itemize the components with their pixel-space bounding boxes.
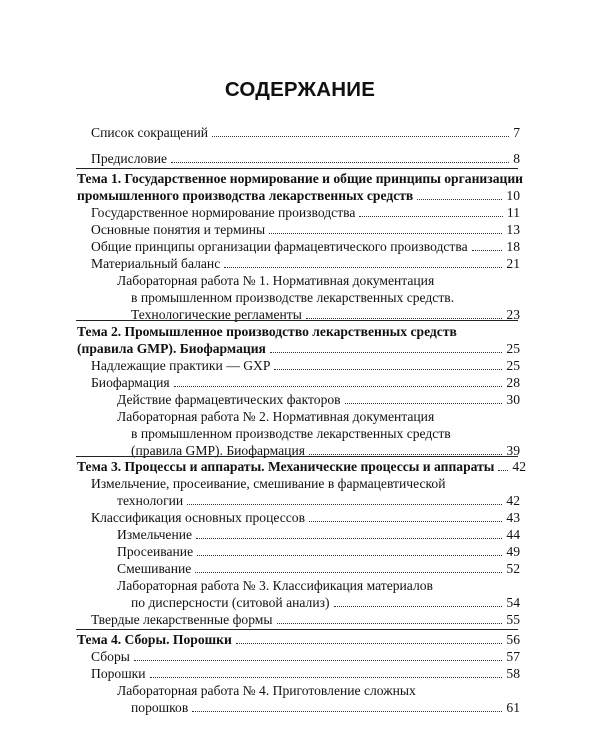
- toc-entry[interactable]: [91, 204, 520, 221]
- toc-page-number: 25: [506, 341, 520, 356]
- section-divider: [76, 629, 518, 630]
- toc-section-heading[interactable]: [77, 187, 520, 204]
- toc-entry-title: порошков: [131, 700, 189, 715]
- leader-dots: [309, 521, 502, 522]
- page-title: СОДЕРЖАНИЕ: [224, 78, 376, 101]
- toc-page-number: 7: [513, 125, 520, 140]
- section-divider: [76, 168, 518, 169]
- toc-page-number: 11: [506, 205, 520, 220]
- toc-page-number: 42: [512, 459, 526, 474]
- toc-entry-title: Измельчение: [117, 527, 193, 542]
- toc-entry[interactable]: [117, 492, 520, 509]
- toc-entry-title: Смешивание: [117, 561, 192, 576]
- leader-dots: [359, 216, 502, 217]
- toc-entry[interactable]: [117, 391, 520, 408]
- leader-dots: [345, 403, 503, 404]
- toc-page-number: 44: [506, 527, 520, 542]
- toc-page-number: 28: [506, 375, 520, 390]
- toc-entry[interactable]: [91, 611, 520, 628]
- leader-dots: [212, 136, 509, 137]
- toc-page-number: 10: [506, 188, 520, 203]
- leader-dots: [498, 470, 508, 471]
- toc-entry-line: Лабораторная работа № 3. Классификация материалов: [117, 578, 433, 593]
- leader-dots: [236, 643, 503, 644]
- toc-entry[interactable]: [91, 374, 520, 391]
- toc-entry-title: Порошки: [91, 666, 146, 681]
- leader-dots: [187, 504, 502, 505]
- toc-entry-line: в промышленном производстве лекарственных средств: [131, 426, 451, 441]
- leader-dots: [274, 369, 502, 370]
- toc-page-number: 13: [506, 222, 520, 237]
- toc-entry[interactable]: [91, 238, 520, 255]
- leader-dots: [270, 352, 503, 353]
- toc-entry-line: Лабораторная работа № 4. Приготовление сложных: [117, 683, 416, 698]
- leader-dots: [277, 623, 503, 624]
- toc-entry-title: Общие принципы организации фармацевтического производства: [91, 239, 468, 254]
- toc-entry-title: (правила GMP). Биофармация: [77, 341, 266, 356]
- toc-section-heading[interactable]: [77, 631, 520, 648]
- toc-page-number: 58: [506, 666, 520, 681]
- toc-entry[interactable]: [117, 560, 520, 577]
- leader-dots: [417, 199, 502, 200]
- toc-entry-title: Материальный баланс: [91, 256, 221, 271]
- toc-page-number: 8: [513, 151, 520, 166]
- section-divider: [76, 320, 518, 321]
- toc-section-heading[interactable]: [77, 340, 520, 357]
- toc-page-number: 49: [506, 544, 520, 559]
- toc-section-heading-line: Тема 1. Государственное нормирование и общие принципы организации: [77, 171, 524, 186]
- toc-section-heading[interactable]: [77, 458, 526, 475]
- leader-dots: [334, 606, 503, 607]
- toc-entry-title: Биофармация: [91, 375, 170, 390]
- leader-dots: [306, 318, 503, 319]
- toc-entry-title: Надлежащие практики — GXP: [91, 358, 271, 373]
- leader-dots: [309, 454, 502, 455]
- toc-entry[interactable]: [91, 221, 520, 238]
- leader-dots: [174, 386, 503, 387]
- toc-entry[interactable]: [91, 255, 520, 272]
- toc-entry-title: Тема 3. Процессы и аппараты. Механические процессы и аппараты: [77, 459, 495, 474]
- toc-entry[interactable]: [117, 526, 520, 543]
- toc-entry-title: Просеивание: [117, 544, 194, 559]
- toc-entry-title: Твердые лекарственные формы: [91, 612, 273, 627]
- toc-page-number: 52: [506, 561, 520, 576]
- toc-entry-title: Предисловие: [91, 151, 168, 166]
- toc-entry[interactable]: [91, 357, 520, 374]
- toc-page-number: 55: [506, 612, 520, 627]
- toc-entry[interactable]: [91, 150, 520, 167]
- toc-entry-title: Классификация основных процессов: [91, 510, 306, 525]
- toc-entry-line: Лабораторная работа № 2. Нормативная документация: [117, 409, 435, 424]
- toc-page-number: 43: [506, 510, 520, 525]
- leader-dots: [472, 250, 503, 251]
- toc-entry-title: Сборы: [91, 649, 130, 664]
- toc-page-number: 23: [506, 307, 520, 322]
- toc-entry-title: Действие фармацевтических факторов: [117, 392, 341, 407]
- leader-dots: [224, 267, 502, 268]
- toc-page-number: 25: [506, 358, 520, 373]
- toc-entry-line: в промышленном производстве лекарственных средств.: [131, 290, 455, 305]
- toc-page-number: 21: [506, 256, 520, 271]
- leader-dots: [192, 711, 502, 712]
- toc-entry[interactable]: [131, 699, 520, 716]
- toc-entry-title: (правила GMP). Биофармация: [131, 443, 305, 458]
- toc-entry-title: Тема 4. Сборы. Порошки: [77, 632, 232, 647]
- toc-entry[interactable]: [91, 124, 520, 141]
- leader-dots: [171, 162, 509, 163]
- toc-page-number: 61: [506, 700, 520, 715]
- toc-page-number: 39: [506, 443, 520, 458]
- leader-dots: [134, 660, 503, 661]
- toc-entry-title: промышленного производства лекарственных средств: [77, 188, 414, 203]
- toc-entry-title: технологии: [117, 493, 184, 508]
- toc-entry[interactable]: [117, 543, 520, 560]
- leader-dots: [150, 677, 503, 678]
- toc-entry[interactable]: [91, 665, 520, 682]
- toc-page-number: 57: [506, 649, 520, 664]
- toc-entry-line: Измельчение, просеивание, смешивание в фармацевтической: [91, 476, 446, 491]
- leader-dots: [196, 538, 502, 539]
- toc-entry-title: Список сокращений: [91, 125, 209, 140]
- toc-entry[interactable]: [91, 509, 520, 526]
- toc-entry[interactable]: [131, 594, 520, 611]
- toc-page-number: 42: [506, 493, 520, 508]
- toc-entry-title: Основные понятия и термины: [91, 222, 266, 237]
- toc-entry-title: Государственное нормирование производства: [91, 205, 356, 220]
- toc-entry-title: по дисперсности (ситовой анализ): [131, 595, 330, 610]
- toc-page-number: 18: [506, 239, 520, 254]
- toc-section-heading-line: Тема 2. Промышленное производство лекарственных средств: [77, 324, 457, 339]
- section-divider: [76, 456, 518, 457]
- toc-entry[interactable]: [91, 648, 520, 665]
- toc-entry-line: Лабораторная работа № 1. Нормативная документация: [117, 273, 435, 288]
- leader-dots: [197, 555, 502, 556]
- toc-page-number: 56: [506, 632, 520, 647]
- toc-page-number: 54: [506, 595, 520, 610]
- leader-dots: [195, 572, 502, 573]
- toc-entry-title: Технологические регламенты: [131, 307, 302, 322]
- toc-page-number: 30: [506, 392, 520, 407]
- leader-dots: [269, 233, 502, 234]
